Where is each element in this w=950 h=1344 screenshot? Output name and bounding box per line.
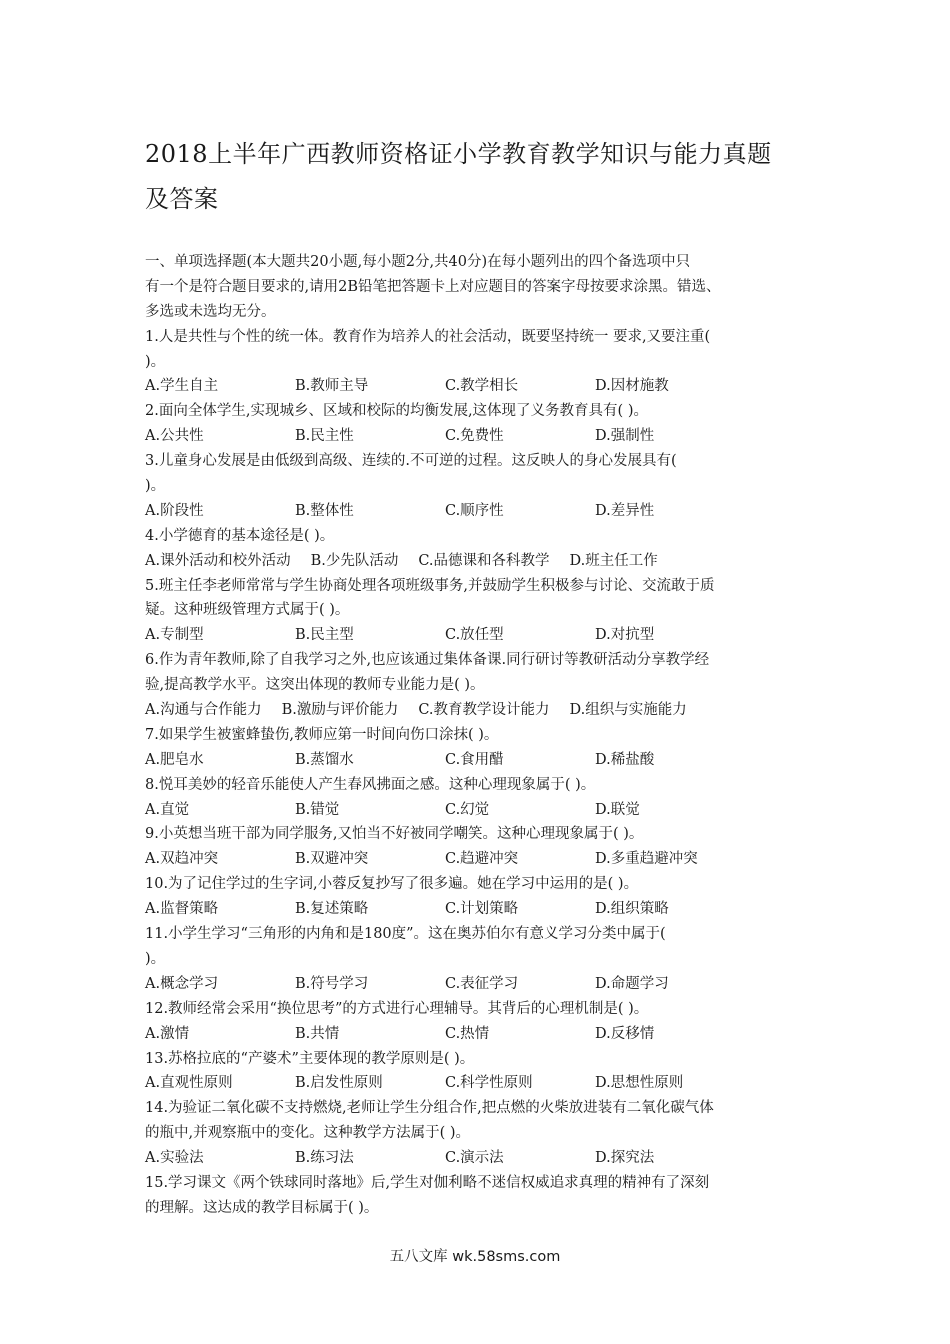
option-a: A.双趋冲突 (145, 851, 219, 868)
question-text-line: 6.作为青年教师,除了自我学习之外,也应该通过集体备课.同行研讨等教研活动分享教学经 (145, 652, 710, 669)
option-d: D.稀盐酸 (595, 751, 655, 768)
question-7 (145, 723, 825, 773)
option-a: A.课外活动和校外活动 (145, 552, 291, 569)
option-c: C.食用醋 (445, 751, 504, 768)
question-text-line: 疑。这种班级管理方式属于( )。 (145, 602, 350, 619)
option-d: D.联觉 (595, 801, 640, 818)
option-b: B.教师主导 (295, 378, 369, 395)
option-b: B.启发性原则 (295, 1075, 383, 1092)
option-c: C.表征学习 (445, 975, 519, 992)
question-text-line: 2.面向全体学生,实现城乡、区域和校际的均衡发展,这体现了义务教育具有( )。 (145, 403, 648, 420)
question-text-line: 14.为验证二氧化碳不支持燃烧,老师让学生分组合作,把点燃的火柴放进装有二氧化碳气体 (145, 1100, 714, 1117)
question-15 (145, 1171, 825, 1221)
option-c: C.趋避冲突 (445, 851, 519, 868)
intro-line: 一、单项选择题(本大题共20小题,每小题2分,共40分)在每小题列出的四个备选项中只 (145, 254, 691, 270)
option-d: D.反移情 (595, 1025, 655, 1042)
question-list (145, 325, 825, 1221)
options-row (145, 748, 825, 773)
option-a: A.专制型 (145, 627, 204, 644)
option-a: A.概念学习 (145, 975, 219, 992)
options-row (145, 623, 825, 648)
question-4 (145, 524, 825, 574)
option-b: B.符号学习 (295, 975, 369, 992)
option-a: A.直觉 (145, 801, 190, 818)
question-text-line: 12.教师经常会采用“换位思考”的方式进行心理辅导。其背后的心理机制是( )。 (145, 1000, 649, 1017)
option-a: A.实验法 (145, 1150, 204, 1167)
question-text-line: 10.为了记住学过的生字词,小蓉反复抄写了很多遍。她在学习中运用的是( )。 (145, 876, 639, 893)
document-title-line1: 2018上半年广西教师资格证小学教育教学知识与能力真题 (145, 140, 772, 168)
options-row (145, 847, 825, 872)
option-d: D.组织与实施能力 (569, 702, 687, 719)
option-b: B.民主性 (295, 428, 354, 445)
question-text-line: 15.学习课文《两个铁球同时落地》后,学生对伽利略不迷信权威追求真理的精神有了深刻 (145, 1174, 710, 1191)
intro-line: 多选或未选均无分。 (145, 303, 276, 320)
question-text-line: 3.儿童身心发展是由低级到高级、连续的.不可逆的过程。这反映人的身心发展具有( (145, 453, 677, 470)
question-1 (145, 325, 825, 400)
option-d: D.对抗型 (595, 627, 655, 644)
options-row (145, 698, 825, 723)
document-body (145, 250, 825, 1221)
option-b: B.错觉 (295, 801, 340, 818)
intro-paragraph (145, 250, 825, 325)
footer-watermark: 五八文库 wk.58sms.com (389, 1249, 561, 1265)
option-b: B.整体性 (295, 502, 354, 519)
question-text-line: 7.如果学生被蜜蜂蛰伤,教师应第一时间向伤口涂抹( )。 (145, 726, 499, 743)
options-row (145, 549, 825, 574)
intro-line: 有一个是符合题目要求的,请用2B铅笔把答题卡上对应题目的答案字母按要求涂黑。错选、 (145, 278, 721, 295)
options-row (145, 374, 825, 399)
option-d: D.差异性 (595, 502, 655, 519)
option-c: C.品德课和各科教学 (418, 552, 550, 569)
question-text-line: )。 (145, 478, 166, 495)
option-b: B.少先队活动 (310, 552, 399, 569)
option-b: B.民主型 (295, 627, 354, 644)
document-title-line2: 及答案 (145, 185, 219, 213)
options-row (145, 1071, 825, 1096)
option-d: D.强制性 (595, 428, 655, 445)
option-d: D.多重趋避冲突 (595, 851, 698, 868)
options-row (145, 424, 825, 449)
question-2 (145, 399, 825, 449)
options-row (145, 897, 825, 922)
option-c: C.顺序性 (445, 502, 504, 519)
option-a: A.阶段性 (145, 502, 204, 519)
option-d: D.因材施教 (595, 378, 669, 395)
option-b: B.共情 (295, 1025, 340, 1042)
options-row (145, 499, 825, 524)
option-d: D.探究法 (595, 1150, 655, 1167)
question-text-line: 验,提高教学水平。这突出体现的教师专业能力是( )。 (145, 677, 485, 694)
option-c: C.免费性 (445, 428, 504, 445)
question-text-line: )。 (145, 950, 166, 967)
question-text-line: 8.悦耳美妙的轻音乐能使人产生春风拂面之感。这种心理现象属于( )。 (145, 776, 596, 793)
question-text-line: 11.小学生学习“三角形的内角和是180度”。这在奥苏伯尔有意义学习分类中属于( (145, 926, 666, 943)
option-b: B.复述策略 (295, 901, 369, 918)
question-text-line: 9.小英想当班干部为同学服务,又怕当不好被同学嘲笑。这种心理现象属于( )。 (145, 826, 644, 843)
option-a: A.学生自主 (145, 378, 219, 395)
options-row (145, 1146, 825, 1171)
option-c: C.放任型 (445, 627, 504, 644)
option-b: B.激励与评价能力 (281, 702, 399, 719)
question-text-line: 的理解。这达成的教学目标属于( )。 (145, 1199, 379, 1216)
option-a: A.沟通与合作能力 (145, 702, 262, 719)
option-a: A.直观性原则 (145, 1075, 233, 1092)
option-d: D.组织策略 (595, 901, 669, 918)
question-text-line: 13.苏格拉底的“产婆术”主要体现的教学原则是( )。 (145, 1050, 475, 1067)
question-14 (145, 1096, 825, 1171)
question-text-line: 1.人是共性与个性的统一体。教育作为培养人的社会活动，既要坚持统一 要求,又要注重( (145, 328, 711, 345)
question-text-line: 的瓶中,并观察瓶中的变化。这种教学方法属于( )。 (145, 1125, 471, 1142)
option-d: D.班主任工作 (569, 552, 658, 569)
options-row (145, 1022, 825, 1047)
question-11 (145, 922, 825, 997)
options-row (145, 798, 825, 823)
option-b: B.蒸馏水 (295, 751, 354, 768)
question-3 (145, 449, 825, 524)
options-row (145, 972, 825, 997)
option-c: C.热情 (445, 1025, 490, 1042)
question-text-line: 4.小学德育的基本途径是( )。 (145, 527, 335, 544)
option-b: B.双避冲突 (295, 851, 369, 868)
question-5 (145, 574, 825, 649)
option-a: A.公共性 (145, 428, 204, 445)
question-text-line: 5.班主任李老师常常与学生协商处理各项班级事务,并鼓励学生积极参与讨论、交流敢于质 (145, 577, 715, 594)
option-a: A.肥皂水 (145, 751, 204, 768)
option-c: C.幻觉 (445, 801, 490, 818)
question-12 (145, 997, 825, 1047)
option-b: B.练习法 (295, 1150, 354, 1167)
question-13 (145, 1047, 825, 1097)
option-c: C.教学相长 (445, 378, 519, 395)
option-c: C.教育教学设计能力 (418, 702, 550, 719)
option-a: A.监督策略 (145, 901, 219, 918)
question-8 (145, 773, 825, 823)
option-a: A.激情 (145, 1025, 190, 1042)
option-c: C.科学性原则 (445, 1075, 533, 1092)
option-d: D.思想性原则 (595, 1075, 684, 1092)
question-10 (145, 872, 825, 922)
option-c: C.计划策略 (445, 901, 519, 918)
option-c: C.演示法 (445, 1150, 504, 1167)
question-6 (145, 648, 825, 723)
option-d: D.命题学习 (595, 975, 669, 992)
question-9 (145, 822, 825, 872)
question-text-line: )。 (145, 353, 166, 370)
